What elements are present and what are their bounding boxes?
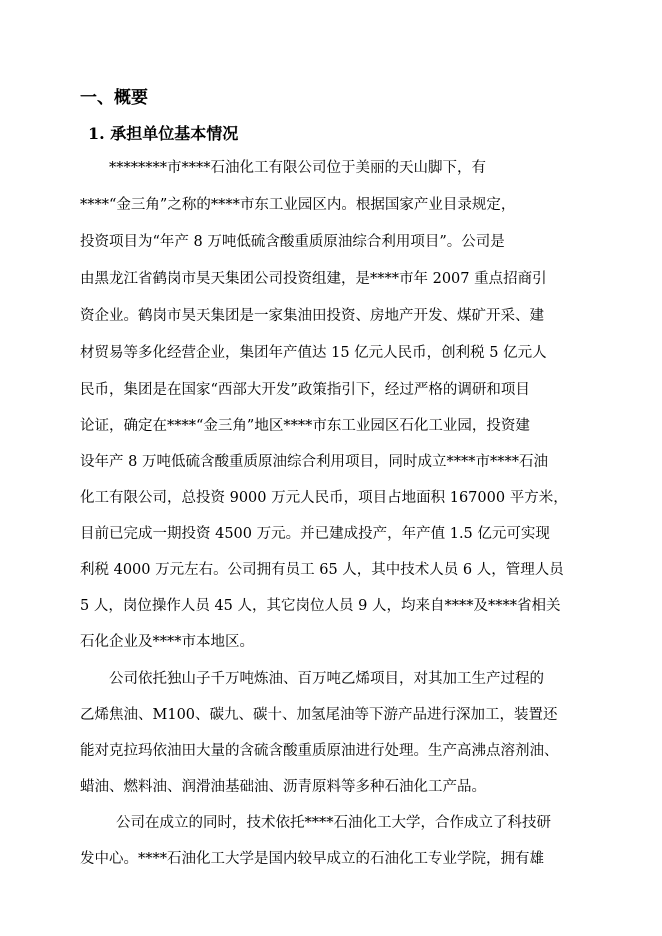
paragraph-line: 论证，确定在****“金三角”地区****市东工业园区石化工业园，投资建 [80,418,530,434]
paragraph-line: 民币，集团是在国家“西部大开发”政策指引下，经过严格的调研和项目 [80,382,530,398]
paragraph-line: 公司依托独山子千万吨炼油、百万吨乙烯项目，对其加工生产过程的 [109,671,544,687]
paragraph-line: 蜡油、燃料油、润滑油基础油、沥青原料等多种石油化工产品。 [80,779,486,795]
paragraph-line: 利税 4000 万元左右。公司拥有员工 65 人，其中技术人员 6 人，管理人员 [80,562,564,578]
paragraph-line: 投资项目为“年产 8 万吨低硫含酸重质原油综合利用项目”。公司是 [80,234,505,250]
paragraph-line: 由黑龙江省鹤岗市昊天集团公司投资组建，是****市年 2007 重点招商引 [80,271,547,287]
paragraph-line: 能对克拉玛依油田大量的含硫含酸重质原油进行处理。生产高沸点溶剂油、 [80,743,559,759]
section-heading: 一、概要 [80,88,148,108]
paragraph-line: 乙烯焦油、M100、碳九、碳十、加氢尾油等下游产品进行深加工，装置还 [80,707,558,723]
paragraph-line: 化工有限公司，总投资 9000 万元人民币，项目占地面积 167000 平方米， [80,490,568,506]
paragraph-line: ****“金三角”之称的****市东工业园区内。根据国家产业目录规定， [80,197,516,213]
paragraph-line: 设年产 8 万吨低硫含酸重质原油综合利用项目，同时成立****市****石油 [80,454,548,470]
paragraph-line: 材贸易等多化经营企业，集团年产值达 15 亿元人民币，创利税 5 亿元人 [80,345,547,361]
paragraph-line: 5 人，岗位操作人员 45 人，其它岗位人员 9 人，均来自****及****省相关 [80,598,561,614]
paragraph-line: 目前已完成一期投资 4500 万元。并已建成投产，年产值 1.5 亿元可实现 [80,526,550,542]
paragraph-line: ********市****石油化工有限公司位于美丽的天山脚下，有 [109,160,486,176]
paragraph-line: 发中心。****石油化工大学是国内较早成立的石油化工专业学院，拥有雄 [80,851,544,867]
paragraph-line: 石化企业及****市本地区。 [80,634,254,650]
subsection-heading: 1. 承担单位基本情况 [88,124,239,143]
paragraph-line: 资企业。鹤岗市昊天集团是一家集油田投资、房地产开发、煤矿开采、建 [80,308,544,324]
paragraph-line: 公司在成立的同时，技术依托****石油化工大学，合作成立了科技研 [116,815,551,831]
